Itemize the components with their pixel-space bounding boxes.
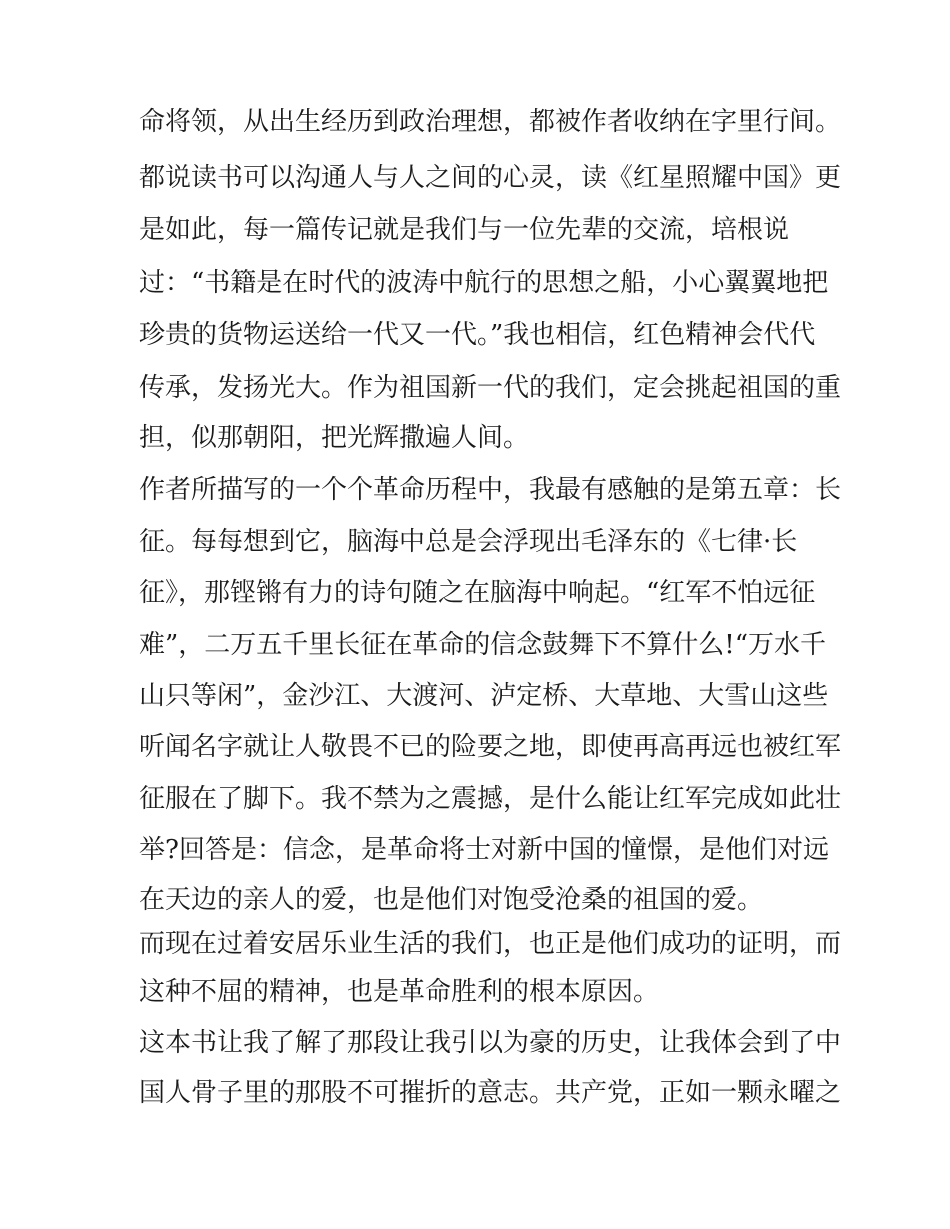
text-line: 举?回答是：信念，是革命将士对新中国的憧憬，是他们对远 — [139, 835, 829, 865]
text-line: 难”，二万五千里长征在革命的信念鼓舞下不算什么!“万水千 — [139, 630, 827, 660]
text-line: 命将领，从出生经历到政治理想，都被作者收纳在字里行间。 — [139, 107, 842, 137]
text-line: 而现在过着安居乐业生活的我们，也正是他们成功的证明，而 — [139, 929, 842, 959]
text-line: 都说读书可以沟通人与人之间的心灵，读《红星照耀中国》更 — [139, 163, 842, 193]
text-line: 山只等闲”，金沙江、大渡河、泸定桥、大草地、大雪山这些 — [139, 681, 829, 711]
text-line: 征服在了脚下。我不禁为之震撼，是什么能让红军完成如此壮 — [139, 784, 842, 814]
text-line: 听闻名字就让人敬畏不已的险要之地，即使再高再远也被红军 — [139, 732, 842, 762]
text-line: 作者所描写的一个个革命历程中，我最有感触的是第五章：长 — [139, 475, 842, 505]
text-line: 征》，那铿锵有力的诗句随之在脑海中响起。“红军不怕远征 — [139, 578, 816, 608]
text-line: 是如此，每一篇传记就是我们与一位先辈的交流，培根说 — [139, 215, 790, 245]
text-line: 珍贵的货物运送给一代又一代。”我也相信，红色精神会代代 — [139, 320, 816, 350]
text-line: 传承，发扬光大。作为祖国新一代的我们，定会挑起祖国的重 — [139, 373, 842, 403]
text-line: 这本书让我了解了那段让我引以为豪的历史，让我体会到了中 — [139, 1028, 842, 1058]
text-line: 担，似那朝阳，把光辉撒遍人间。 — [139, 423, 530, 453]
text-line: 在天边的亲人的爱，也是他们对饱受沧桑的祖国的爱。 — [139, 885, 764, 915]
text-line: 征。每每想到它，脑海中总是会浮现出毛泽东的《七律·长 — [139, 527, 798, 557]
text-line: 过：“书籍是在时代的波涛中航行的思想之船，小心翼翼地把 — [139, 268, 829, 298]
text-line: 这种不屈的精神，也是革命胜利的根本原因。 — [139, 977, 660, 1007]
text-line: 国人骨子里的那股不可摧折的意志。共产党，正如一颗永曜之 — [139, 1078, 842, 1108]
